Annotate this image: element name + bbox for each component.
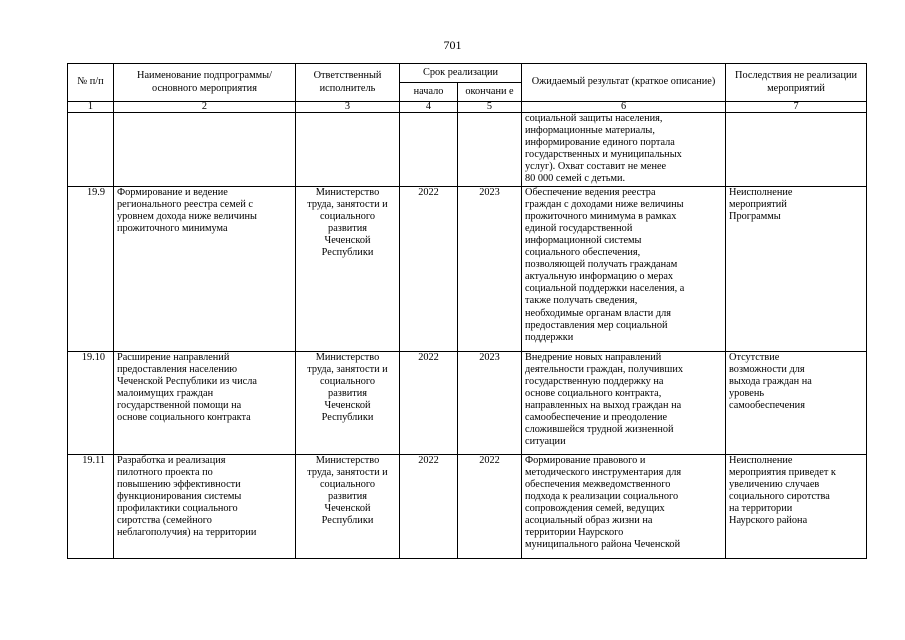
row-end: 2023 [458,351,522,454]
row-number: 19.10 [68,351,114,454]
row-executor-text: Министерство труда, занятости и социального развития Чеченской Республики [307,351,388,424]
column-number: 7 [726,102,867,113]
header-start: начало [400,83,458,102]
row-end [458,113,522,187]
row-number: 19.9 [68,186,114,351]
table-row [68,186,867,351]
column-number: 6 [522,102,726,113]
header-end: окончани е [458,83,522,102]
row-result [522,113,726,187]
column-number: 1 [68,102,114,113]
header-executor: Ответственный исполнитель [296,64,400,102]
row-name [114,351,296,454]
row-consequence [726,351,867,454]
row-name [114,113,296,187]
row-number [68,113,114,187]
row-end: 2023 [458,186,522,351]
row-result [522,351,726,454]
row-result-text: Внедрение новых направлений деятельности граждан, получивших государственную поддержку на основе социального контракта, направленных на выход граждан на самообеспечение и преодоление сложившейся трудной жизненной ситуации [525,351,684,448]
row-executor [296,351,400,454]
row-start: 2022 [400,186,458,351]
row-executor [296,113,400,187]
row-consequence-text: Неисполнение мероприятия приведет к увеличению случаев социального сиротства на территории Наурского района [729,454,836,527]
column-number: 3 [296,102,400,113]
row-result-text: Формирование правового и методического инструментария для обеспечения межведомственного подхода к реализации социального сопровождения семей, ведущих асоциальный образ жизни на территории Наурского муниципального района Чеченской [525,454,682,551]
column-number: 4 [400,102,458,113]
header-row [68,64,867,83]
row-consequence [726,113,867,187]
column-number: 5 [458,102,522,113]
table-row [68,113,867,187]
header-name: Наименование подпрограммы/ основного мероприятия [114,64,296,102]
page-number: 701 [443,38,462,52]
column-number: 2 [114,102,296,113]
row-consequence [726,454,867,558]
row-result [522,186,726,351]
program-activities-table [67,63,867,559]
row-executor [296,186,400,351]
row-name [114,454,296,558]
row-result-text: социальной защиты населения, информационные материалы, информирование единого портала государственных и муниципальных услуг). Охват составит не менее 80 000 семей с детьми. [525,113,682,185]
table-row [68,351,867,454]
header-term-group: Срок реализации [400,64,522,83]
row-consequence-text: Отсутствие возможности для выхода граждан на уровень самообеспечения [729,351,812,411]
row-start [400,113,458,187]
row-number: 19.11 [68,454,114,558]
row-start: 2022 [400,351,458,454]
row-executor-text: Министерство труда, занятости и социального развития Чеченской Республики [307,186,388,259]
header-result: Ожидаемый результат (краткое описание) [522,64,726,102]
row-name-text: Разработка и реализация пилотного проекта по повышению эффективности функционирования системы профилактики социального сиротства (семейного неблагополучия) на территории [117,454,257,539]
row-consequence [726,186,867,351]
header-consequence: Последствия не реализации мероприятий [726,64,867,102]
table-row [68,454,867,558]
row-result [522,454,726,558]
row-executor-text: Министерство труда, занятости и социального развития Чеченской Республики [307,454,388,527]
row-start: 2022 [400,454,458,558]
header-number: № п/п [68,64,114,102]
row-executor [296,454,400,558]
row-name-text: Расширение направлений предоставления населению Чеченской Республики из числа малоимущих граждан государственной помощи на основе социального контракта [117,351,257,424]
row-consequence-text: Неисполнение мероприятий Программы [729,186,793,222]
row-end: 2022 [458,454,522,558]
row-name-text: Формирование и ведение регионального реестра семей с уровнем дохода ниже величины прожиточного минимума [117,186,257,234]
row-name [114,186,296,351]
row-result-text: Обеспечение ведения реестра граждан с доходами ниже величины прожиточного минимума в рамках единой государственной информационной системы социального обеспечения, позволяющей получать гражданам актуальную информацию о мерах социальной поддержки населения, а также получать сведения, необходимые органам власти для предоставления мер социальной поддержки [525,186,685,343]
column-number-row [68,102,867,113]
